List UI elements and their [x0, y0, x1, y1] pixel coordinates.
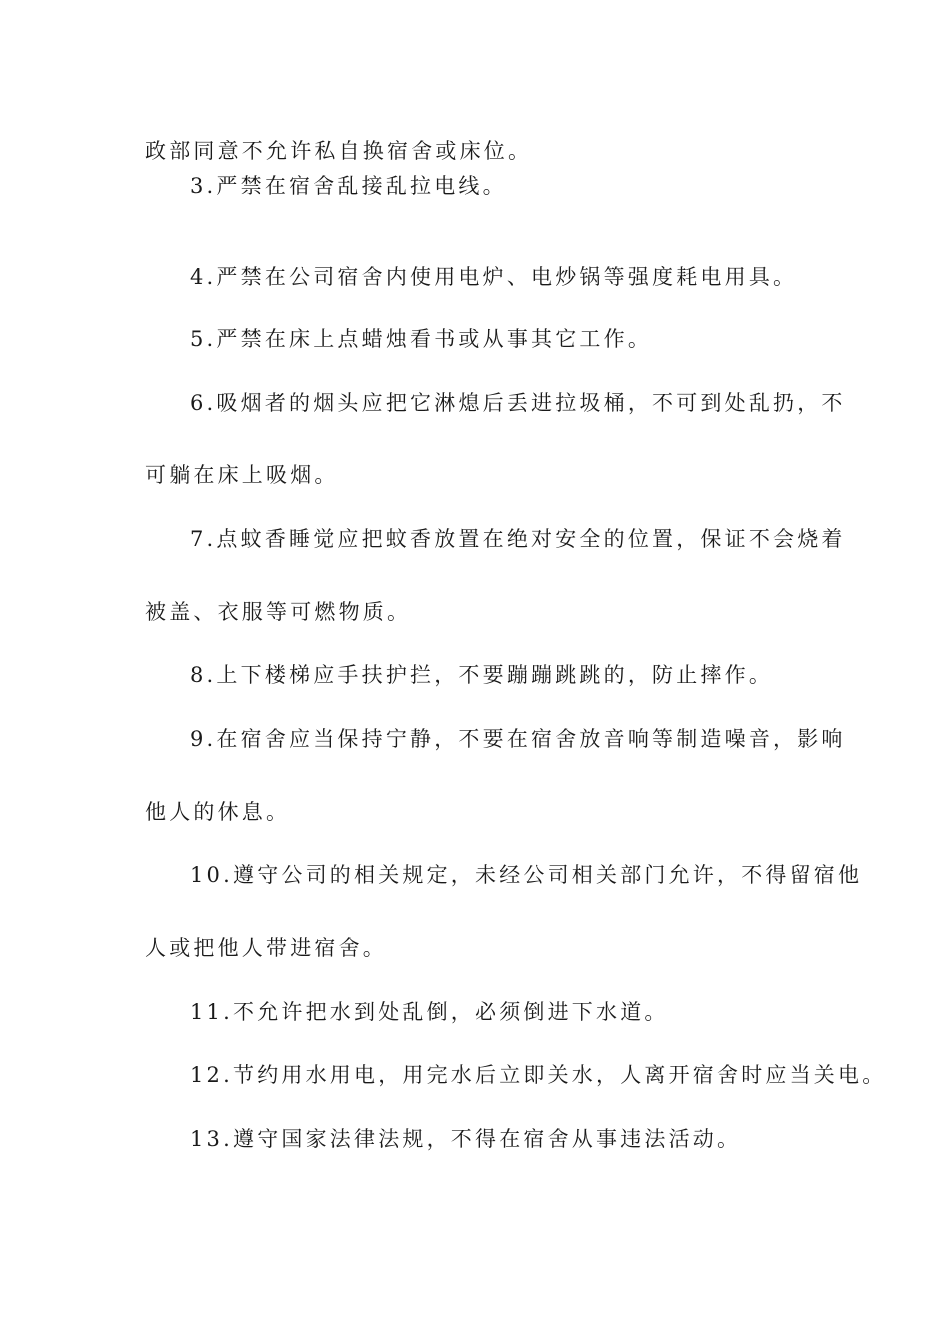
- rule-item-12: 12.节约用水用电，用完水后立即关水，人离开宿舍时应当关电。: [190, 1063, 887, 1087]
- rule-item-11: 11.不允许把水到处乱倒，必须倒进下水道。: [190, 1000, 669, 1024]
- rule-item-5: 5.严禁在床上点蜡烛看书或从事其它工作。: [190, 327, 653, 351]
- text-line: 他人的休息。: [145, 800, 291, 824]
- rule-item-3: 3.严禁在宿舍乱接乱拉电线。: [190, 174, 507, 198]
- rule-item-6: 6.吸烟者的烟头应把它淋熄后丢进拉圾桶，不可到处乱扔，不: [190, 391, 846, 415]
- rule-item-13: 13.遵守国家法律法规，不得在宿舍从事违法活动。: [190, 1127, 742, 1151]
- text-line: 政部同意不允许私自换宿舍或床位。: [145, 139, 533, 163]
- rule-item-10: 10.遵守公司的相关规定，未经公司相关部门允许，不得留宿他: [190, 863, 863, 887]
- rule-item-8: 8.上下楼梯应手扶护拦，不要蹦蹦跳跳的，防止摔作。: [190, 663, 774, 687]
- text-line: 可躺在床上吸烟。: [145, 463, 339, 487]
- rule-item-9: 9.在宿舍应当保持宁静，不要在宿舍放音响等制造噪音，影响: [190, 727, 846, 751]
- rule-item-7: 7.点蚊香睡觉应把蚊香放置在绝对安全的位置，保证不会烧着: [190, 527, 846, 551]
- rule-item-4: 4.严禁在公司宿舍内使用电炉、电炒锅等强度耗电用具。: [190, 265, 798, 289]
- text-line: 被盖、衣服等可燃物质。: [145, 600, 412, 624]
- text-line: 人或把他人带进宿舍。: [145, 936, 387, 960]
